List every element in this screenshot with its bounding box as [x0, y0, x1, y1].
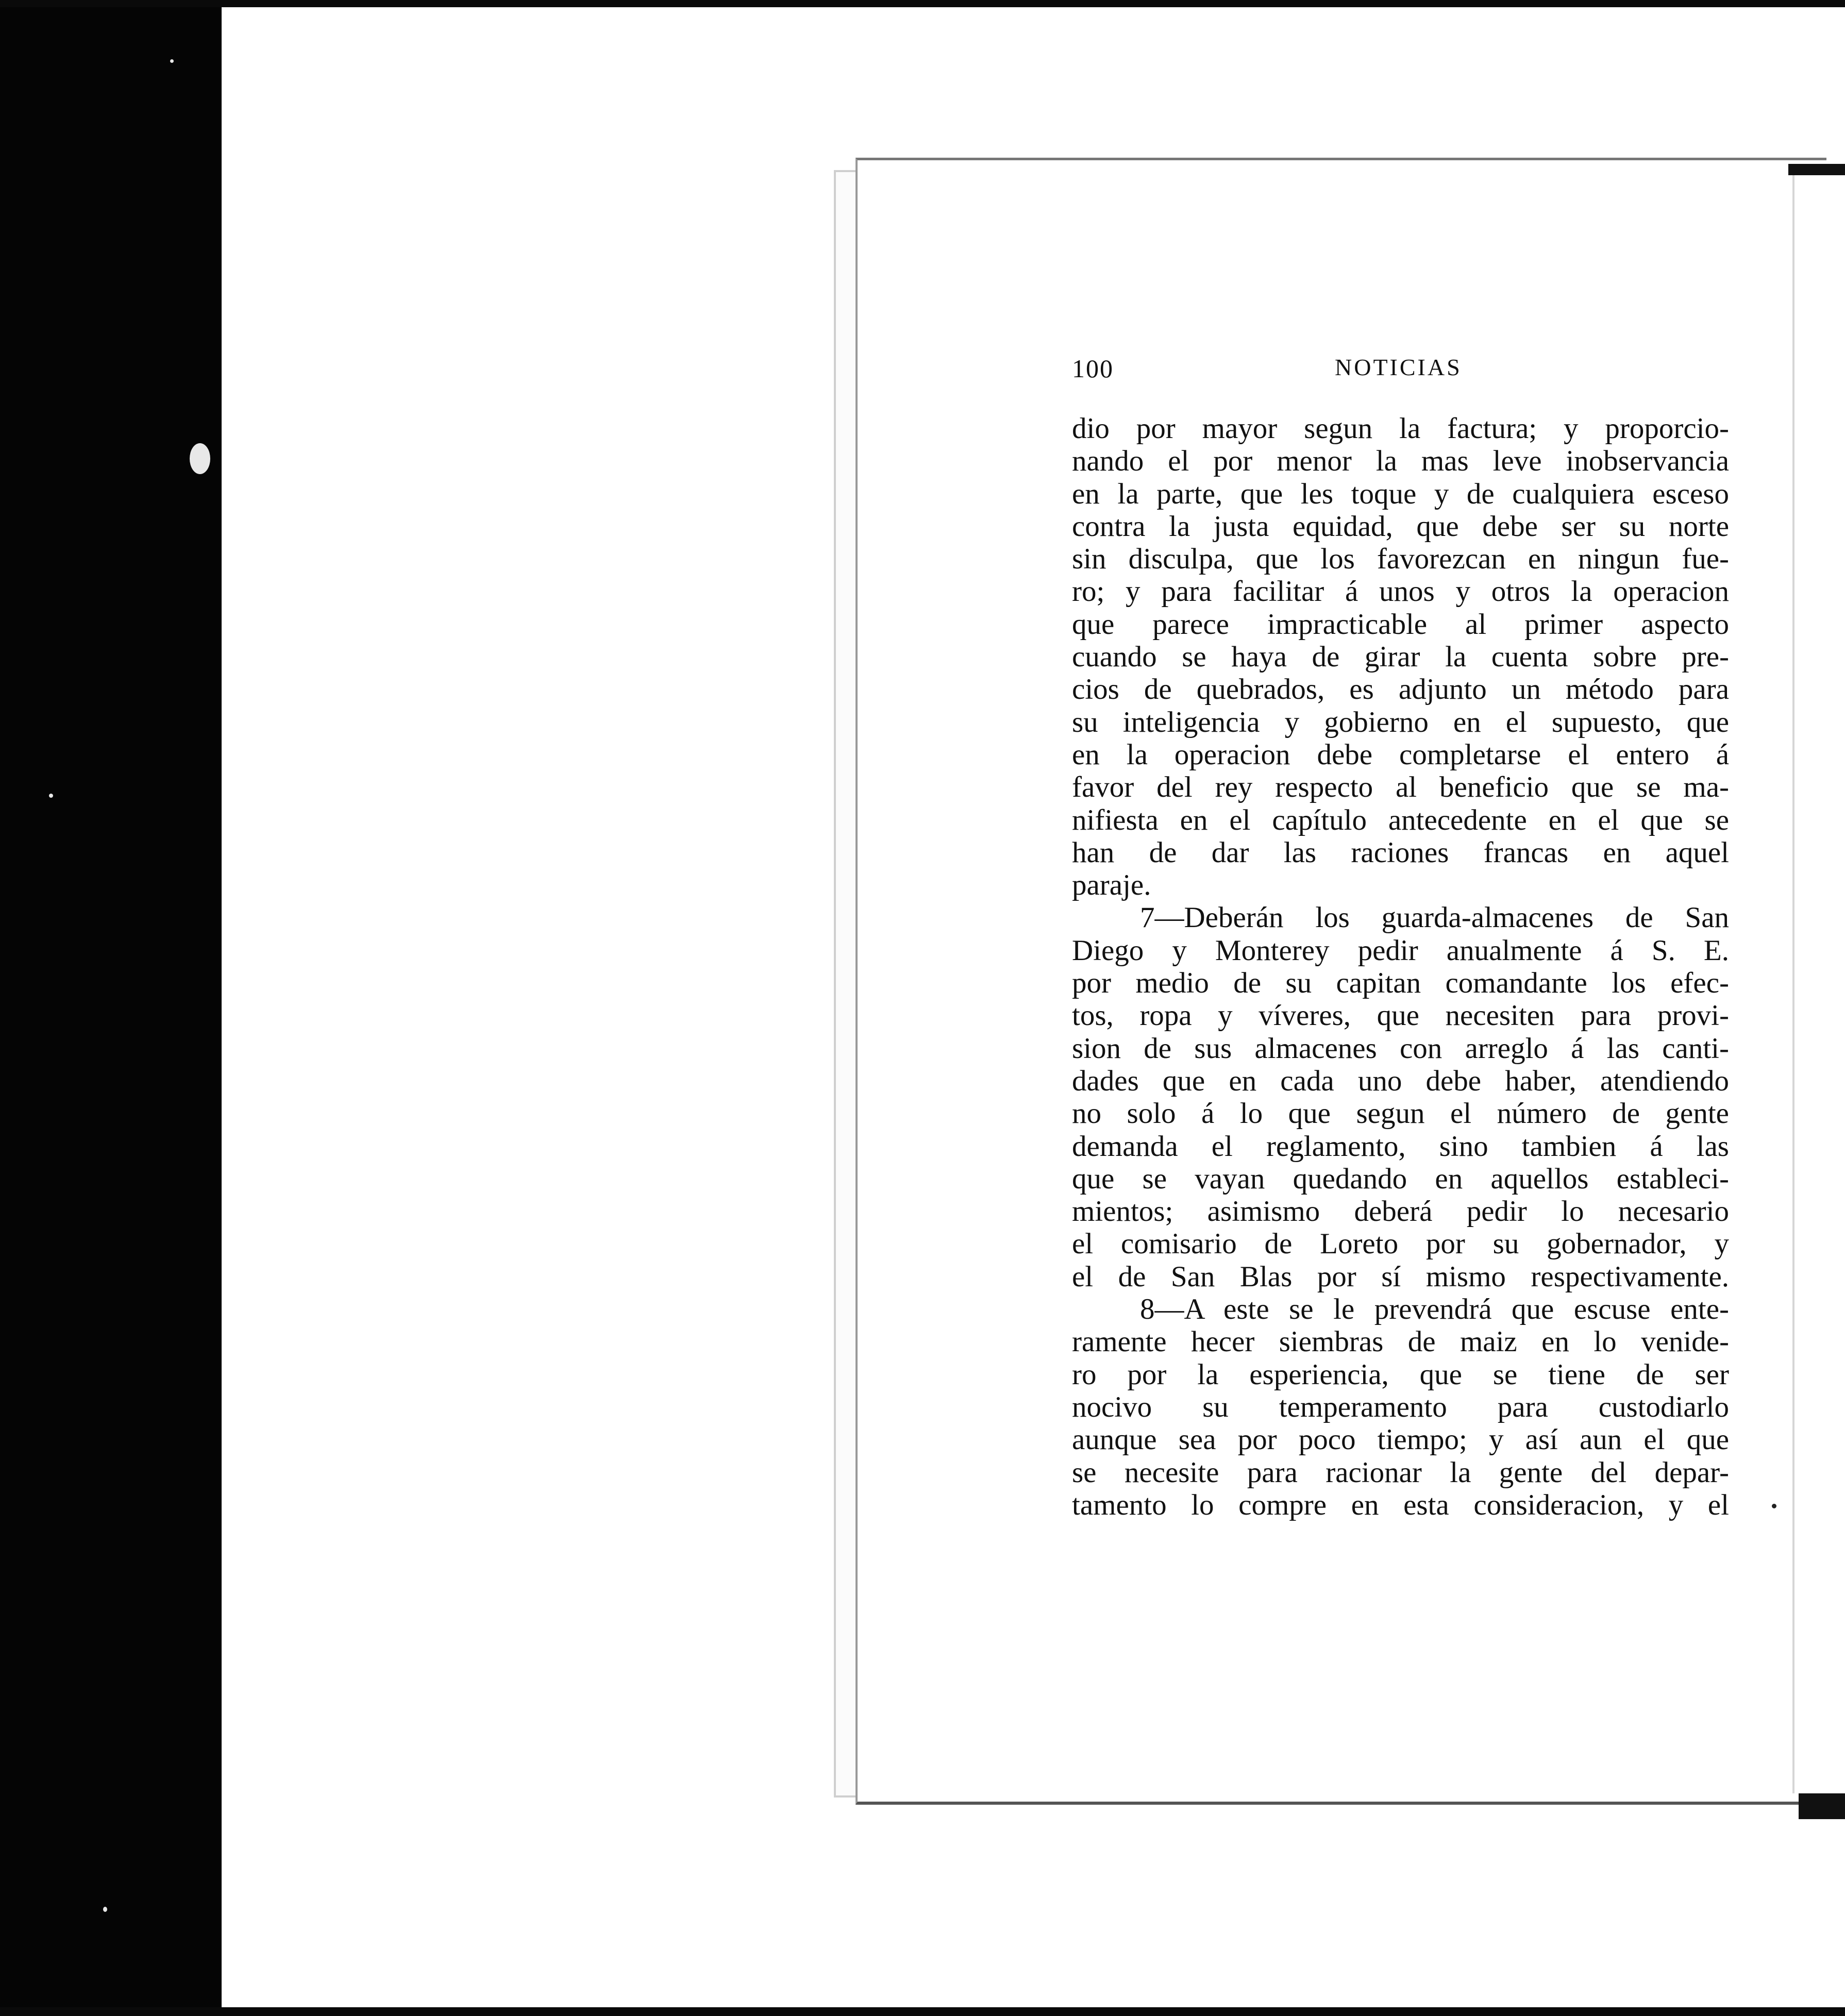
- text-line: nifiesta en el capítulo antecedente en el que se: [1072, 803, 1729, 836]
- paragraph-end-line: el de San Blas por sí mismo respectivamente.: [1072, 1260, 1729, 1293]
- text-line: nando el por menor la mas leve inobservancia: [1072, 445, 1729, 478]
- text-line: que se vayan quedando en aquellos estableci-: [1072, 1162, 1729, 1195]
- page-corner-shadow-top: [1788, 164, 1845, 175]
- scan-speck: [190, 443, 210, 474]
- text-line: ro; y para facilitar á unos y otros la operacion: [1072, 575, 1729, 608]
- text-line: aunque sea por poco tiempo; y así aun el que: [1072, 1423, 1729, 1456]
- text-line: nocivo su temperamento para custodiarlo: [1072, 1390, 1729, 1423]
- section-7-start: 7—Deberán los guarda-almacenes de San: [1140, 901, 1729, 934]
- scan-border-left: [0, 0, 222, 2016]
- body-text: [1072, 412, 1729, 1521]
- text-line: contra la justa equidad, que debe ser su norte: [1072, 510, 1729, 543]
- running-header: [1072, 354, 1729, 391]
- text-line: en la parte, que les toque y de cualquiera esceso: [1072, 477, 1729, 510]
- text-line: mientos; asimismo deberá pedir lo necesario: [1072, 1195, 1729, 1228]
- text-line: en la operacion debe completarse el entero á: [1072, 738, 1729, 771]
- scan-speck: [170, 59, 174, 63]
- text-line: han de dar las raciones francas en aquel: [1072, 836, 1729, 869]
- page-number: 100: [1072, 354, 1114, 383]
- text-line: sin disculpa, que los favorezcan en ningun fue-: [1072, 543, 1729, 576]
- running-title: NOTICIAS: [1335, 354, 1462, 380]
- text-line: ramente hecer siembras de maiz en lo venide-: [1072, 1325, 1729, 1358]
- text-line: Diego y Monterey pedir anualmente á S. E.: [1072, 934, 1729, 967]
- page-right-edge: [1792, 175, 1794, 1793]
- text-line: que parece impracticable al primer aspecto: [1072, 608, 1729, 641]
- text-line: dio por mayor segun la factura; y proporcio-: [1072, 412, 1729, 445]
- scan-speck: [103, 1907, 107, 1912]
- text-line: dades que en cada uno debe haber, atendiendo: [1072, 1064, 1729, 1097]
- text-line: por medio de su capitan comandante los efec-: [1072, 967, 1729, 1000]
- text-line: tos, ropa y víveres, que necesiten para provi-: [1072, 999, 1729, 1032]
- page-corner-shadow-bottom: [1799, 1793, 1845, 1819]
- text-line: cuando se haya de girar la cuenta sobre pre-: [1072, 641, 1729, 674]
- text-line: tamento lo compre en esta consideracion, y el: [1072, 1488, 1729, 1521]
- scan-speck: [49, 794, 53, 798]
- text-line: cios de quebrados, es adjunto un método para: [1072, 673, 1729, 706]
- stray-ink-dot: [1772, 1504, 1776, 1508]
- text-line: se necesite para racionar la gente del depar-: [1072, 1456, 1729, 1489]
- text-line: favor del rey respecto al beneficio que se ma-: [1072, 771, 1729, 804]
- paragraph-end-line: paraje.: [1072, 869, 1151, 902]
- text-line: sion de sus almacenes con arreglo á las canti-: [1072, 1032, 1729, 1065]
- scan-border-top: [0, 0, 1845, 7]
- text-line: ro por la esperiencia, que se tiene de ser: [1072, 1358, 1729, 1391]
- text-line: no solo á lo que segun el número de gente: [1072, 1097, 1729, 1130]
- text-line: el comisario de Loreto por su gobernador, y: [1072, 1228, 1729, 1261]
- section-8-start: 8—A este se le prevendrá que escuse ente-: [1140, 1293, 1729, 1326]
- text-line: demanda el reglamento, sino tambien á las: [1072, 1130, 1729, 1163]
- scan-border-bottom: [0, 2007, 1845, 2016]
- text-line: su inteligencia y gobierno en el supuesto, que: [1072, 705, 1729, 738]
